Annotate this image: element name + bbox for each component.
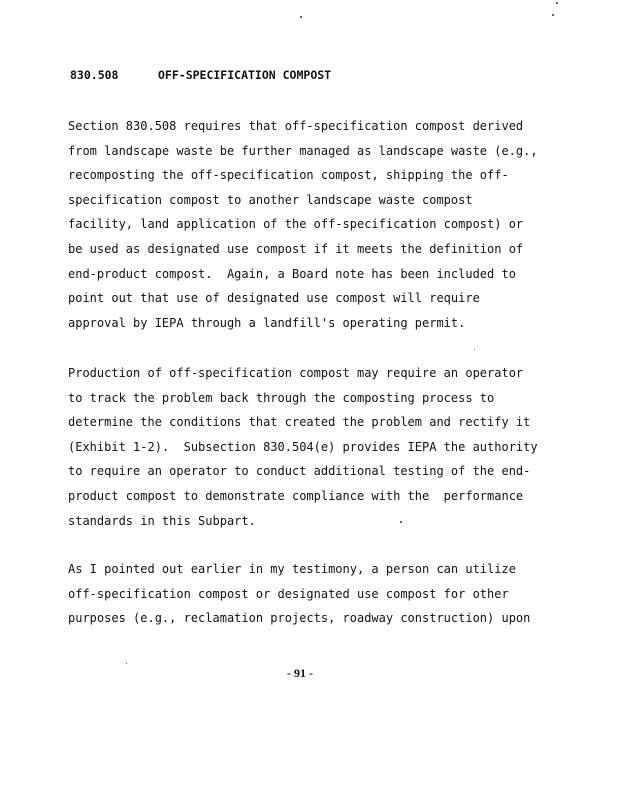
text-line: Section 830.508 requires that off-specification compost derived (68, 119, 524, 133)
text-line: facility, land application of the off-specification compost) or (68, 217, 524, 232)
text-line: point out that use of designated use compost will require (68, 291, 480, 306)
text-line: to require an operator to conduct additional testing of the end- (68, 464, 531, 479)
section-heading (70, 68, 331, 82)
page-number: - 91 - (287, 666, 313, 680)
text-line: from landscape waste be further managed as landscape waste (e.g., (68, 143, 538, 158)
text-line: approval by IEPA through a landfill's operating permit. (68, 315, 466, 330)
text-line: specification compost to another landscape waste compost (68, 192, 473, 207)
text-line: off-specification compost or designated use compost for other (68, 586, 509, 601)
paragraph-1 (68, 114, 568, 335)
scan-speck (552, 14, 554, 16)
text-line: end-product compost. Again, a Board note has been included to (68, 266, 516, 281)
section-number: 830.508 (70, 68, 119, 82)
scan-speck (400, 521, 402, 523)
section-title: OFF-SPECIFICATION COMPOST (158, 68, 332, 82)
scan-speck (126, 663, 127, 664)
text-line: recomposting the off-specification compost, shipping the off- (68, 168, 509, 183)
text-line: determine the conditions that created the problem and rectify it (68, 415, 531, 430)
text-line: standards in this Subpart. (68, 513, 256, 528)
text-line: be used as designated use compost if it meets the definition of (68, 241, 524, 256)
scan-speck (556, 2, 558, 4)
scan-speck (300, 16, 302, 18)
text-line: As I pointed out earlier in my testimony, a person can utilize (68, 562, 516, 576)
text-line: Production of off-specification compost may require an operator (68, 366, 524, 380)
text-line: to track the problem back through the composting process to (68, 390, 495, 405)
scan-speck (474, 349, 475, 350)
text-line: purposes (e.g., reclamation projects, roadway construction) upon (68, 611, 531, 626)
text-line: (Exhibit 1-2). Subsection 830.504(e) provides IEPA the authority (68, 439, 538, 454)
paragraph-2 (68, 361, 568, 533)
text-line: product compost to demonstrate compliance with the performance (68, 488, 524, 503)
paragraph-3 (68, 557, 568, 631)
